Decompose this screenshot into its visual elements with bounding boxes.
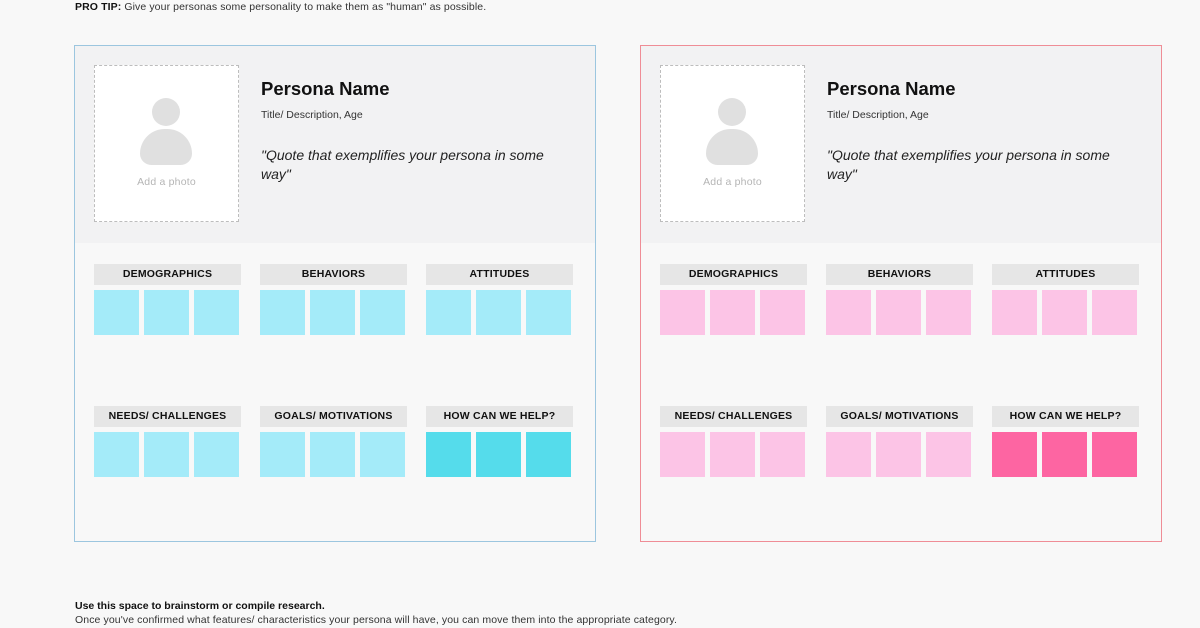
section-needs-challenges xyxy=(94,406,241,477)
section-label: NEEDS/ CHALLENGES xyxy=(94,406,241,427)
sticky-note[interactable] xyxy=(876,432,921,477)
sticky-note[interactable] xyxy=(360,432,405,477)
sticky-note[interactable] xyxy=(526,290,571,335)
section-behaviors xyxy=(260,264,407,335)
persona-title[interactable]: Title/ Description, Age xyxy=(261,109,363,121)
sticky-note[interactable] xyxy=(992,290,1037,335)
sticky-note[interactable] xyxy=(426,432,471,477)
persona-quote[interactable]: "Quote that exemplifies your persona in some way" xyxy=(261,147,544,182)
sticky-note[interactable] xyxy=(94,432,139,477)
section-needs-challenges xyxy=(660,406,807,477)
section-label: DEMOGRAPHICS xyxy=(660,264,807,285)
sticky-group xyxy=(426,432,573,477)
section-label: BEHAVIORS xyxy=(260,264,407,285)
sticky-note[interactable] xyxy=(760,290,805,335)
persona-header xyxy=(641,46,1161,243)
sticky-group xyxy=(260,432,407,477)
sticky-note[interactable] xyxy=(476,290,521,335)
sticky-note[interactable] xyxy=(760,432,805,477)
sticky-note[interactable] xyxy=(526,432,571,477)
sticky-note[interactable] xyxy=(660,290,705,335)
add-photo-label: Add a photo xyxy=(703,176,762,188)
sticky-note[interactable] xyxy=(194,290,239,335)
persona-name[interactable]: Persona Name xyxy=(827,78,956,99)
sticky-group xyxy=(826,432,973,477)
avatar-head xyxy=(152,98,180,126)
section-demographics xyxy=(660,264,807,335)
sticky-note[interactable] xyxy=(926,290,971,335)
sticky-group xyxy=(260,290,407,335)
sticky-group xyxy=(992,432,1139,477)
add-photo-label: Add a photo xyxy=(137,176,196,188)
persona-card-blue[interactable] xyxy=(74,45,596,542)
sticky-note[interactable] xyxy=(992,432,1037,477)
sticky-group xyxy=(992,290,1139,335)
sticky-group xyxy=(660,432,807,477)
brainstorm-title: Use this space to brainstorm or compile research. xyxy=(75,600,325,612)
sticky-note[interactable] xyxy=(426,290,471,335)
person-placeholder-icon xyxy=(139,98,193,168)
pro-tip-label: PRO TIP: xyxy=(75,1,122,13)
person-placeholder-icon xyxy=(705,98,759,168)
section-label: DEMOGRAPHICS xyxy=(94,264,241,285)
section-behaviors xyxy=(826,264,973,335)
section-attitudes xyxy=(992,264,1139,335)
persona-name[interactable]: Persona Name xyxy=(261,78,390,99)
section-label: BEHAVIORS xyxy=(826,264,973,285)
sticky-note[interactable] xyxy=(660,432,705,477)
sticky-note[interactable] xyxy=(1092,432,1137,477)
sticky-note[interactable] xyxy=(310,432,355,477)
sticky-note[interactable] xyxy=(926,432,971,477)
persona-header xyxy=(75,46,595,243)
sticky-group xyxy=(826,290,973,335)
sticky-note[interactable] xyxy=(144,290,189,335)
section-label: HOW CAN WE HELP? xyxy=(992,406,1139,427)
sticky-note[interactable] xyxy=(310,290,355,335)
sticky-note[interactable] xyxy=(194,432,239,477)
avatar-head xyxy=(718,98,746,126)
sticky-note[interactable] xyxy=(360,290,405,335)
section-label: ATTITUDES xyxy=(426,264,573,285)
persona-quote[interactable]: "Quote that exemplifies your persona in some way" xyxy=(827,147,1110,182)
sticky-note[interactable] xyxy=(1042,432,1087,477)
section-how-can-we-help xyxy=(992,406,1139,477)
section-label: HOW CAN WE HELP? xyxy=(426,406,573,427)
section-how-can-we-help xyxy=(426,406,573,477)
section-label: ATTITUDES xyxy=(992,264,1139,285)
sticky-note[interactable] xyxy=(1042,290,1087,335)
photo-placeholder[interactable] xyxy=(660,65,805,222)
sticky-note[interactable] xyxy=(826,290,871,335)
persona-title[interactable]: Title/ Description, Age xyxy=(827,109,929,121)
sticky-note[interactable] xyxy=(260,290,305,335)
sticky-note[interactable] xyxy=(260,432,305,477)
section-goals-motivations xyxy=(260,406,407,477)
section-label: GOALS/ MOTIVATIONS xyxy=(260,406,407,427)
avatar-body xyxy=(140,129,192,165)
sticky-note[interactable] xyxy=(94,290,139,335)
sticky-group xyxy=(660,290,807,335)
section-label: GOALS/ MOTIVATIONS xyxy=(826,406,973,427)
sticky-note[interactable] xyxy=(710,290,755,335)
section-goals-motivations xyxy=(826,406,973,477)
avatar-body xyxy=(706,129,758,165)
brainstorm-description: Once you've confirmed what features/ characteristics your persona will have, you can move them into the appropriate category. xyxy=(75,614,678,626)
sticky-note[interactable] xyxy=(476,432,521,477)
sticky-group xyxy=(94,290,241,335)
persona-card-pink[interactable] xyxy=(640,45,1162,542)
pro-tip xyxy=(75,1,486,13)
sticky-note[interactable] xyxy=(710,432,755,477)
sticky-note[interactable] xyxy=(826,432,871,477)
sticky-note[interactable] xyxy=(876,290,921,335)
sticky-note[interactable] xyxy=(1092,290,1137,335)
sticky-note[interactable] xyxy=(144,432,189,477)
sticky-group xyxy=(426,290,573,335)
pro-tip-text: Give your personas some personality to make them as "human" as possible. xyxy=(121,1,487,13)
photo-placeholder[interactable] xyxy=(94,65,239,222)
section-attitudes xyxy=(426,264,573,335)
section-demographics xyxy=(94,264,241,335)
sticky-group xyxy=(94,432,241,477)
section-label: NEEDS/ CHALLENGES xyxy=(660,406,807,427)
